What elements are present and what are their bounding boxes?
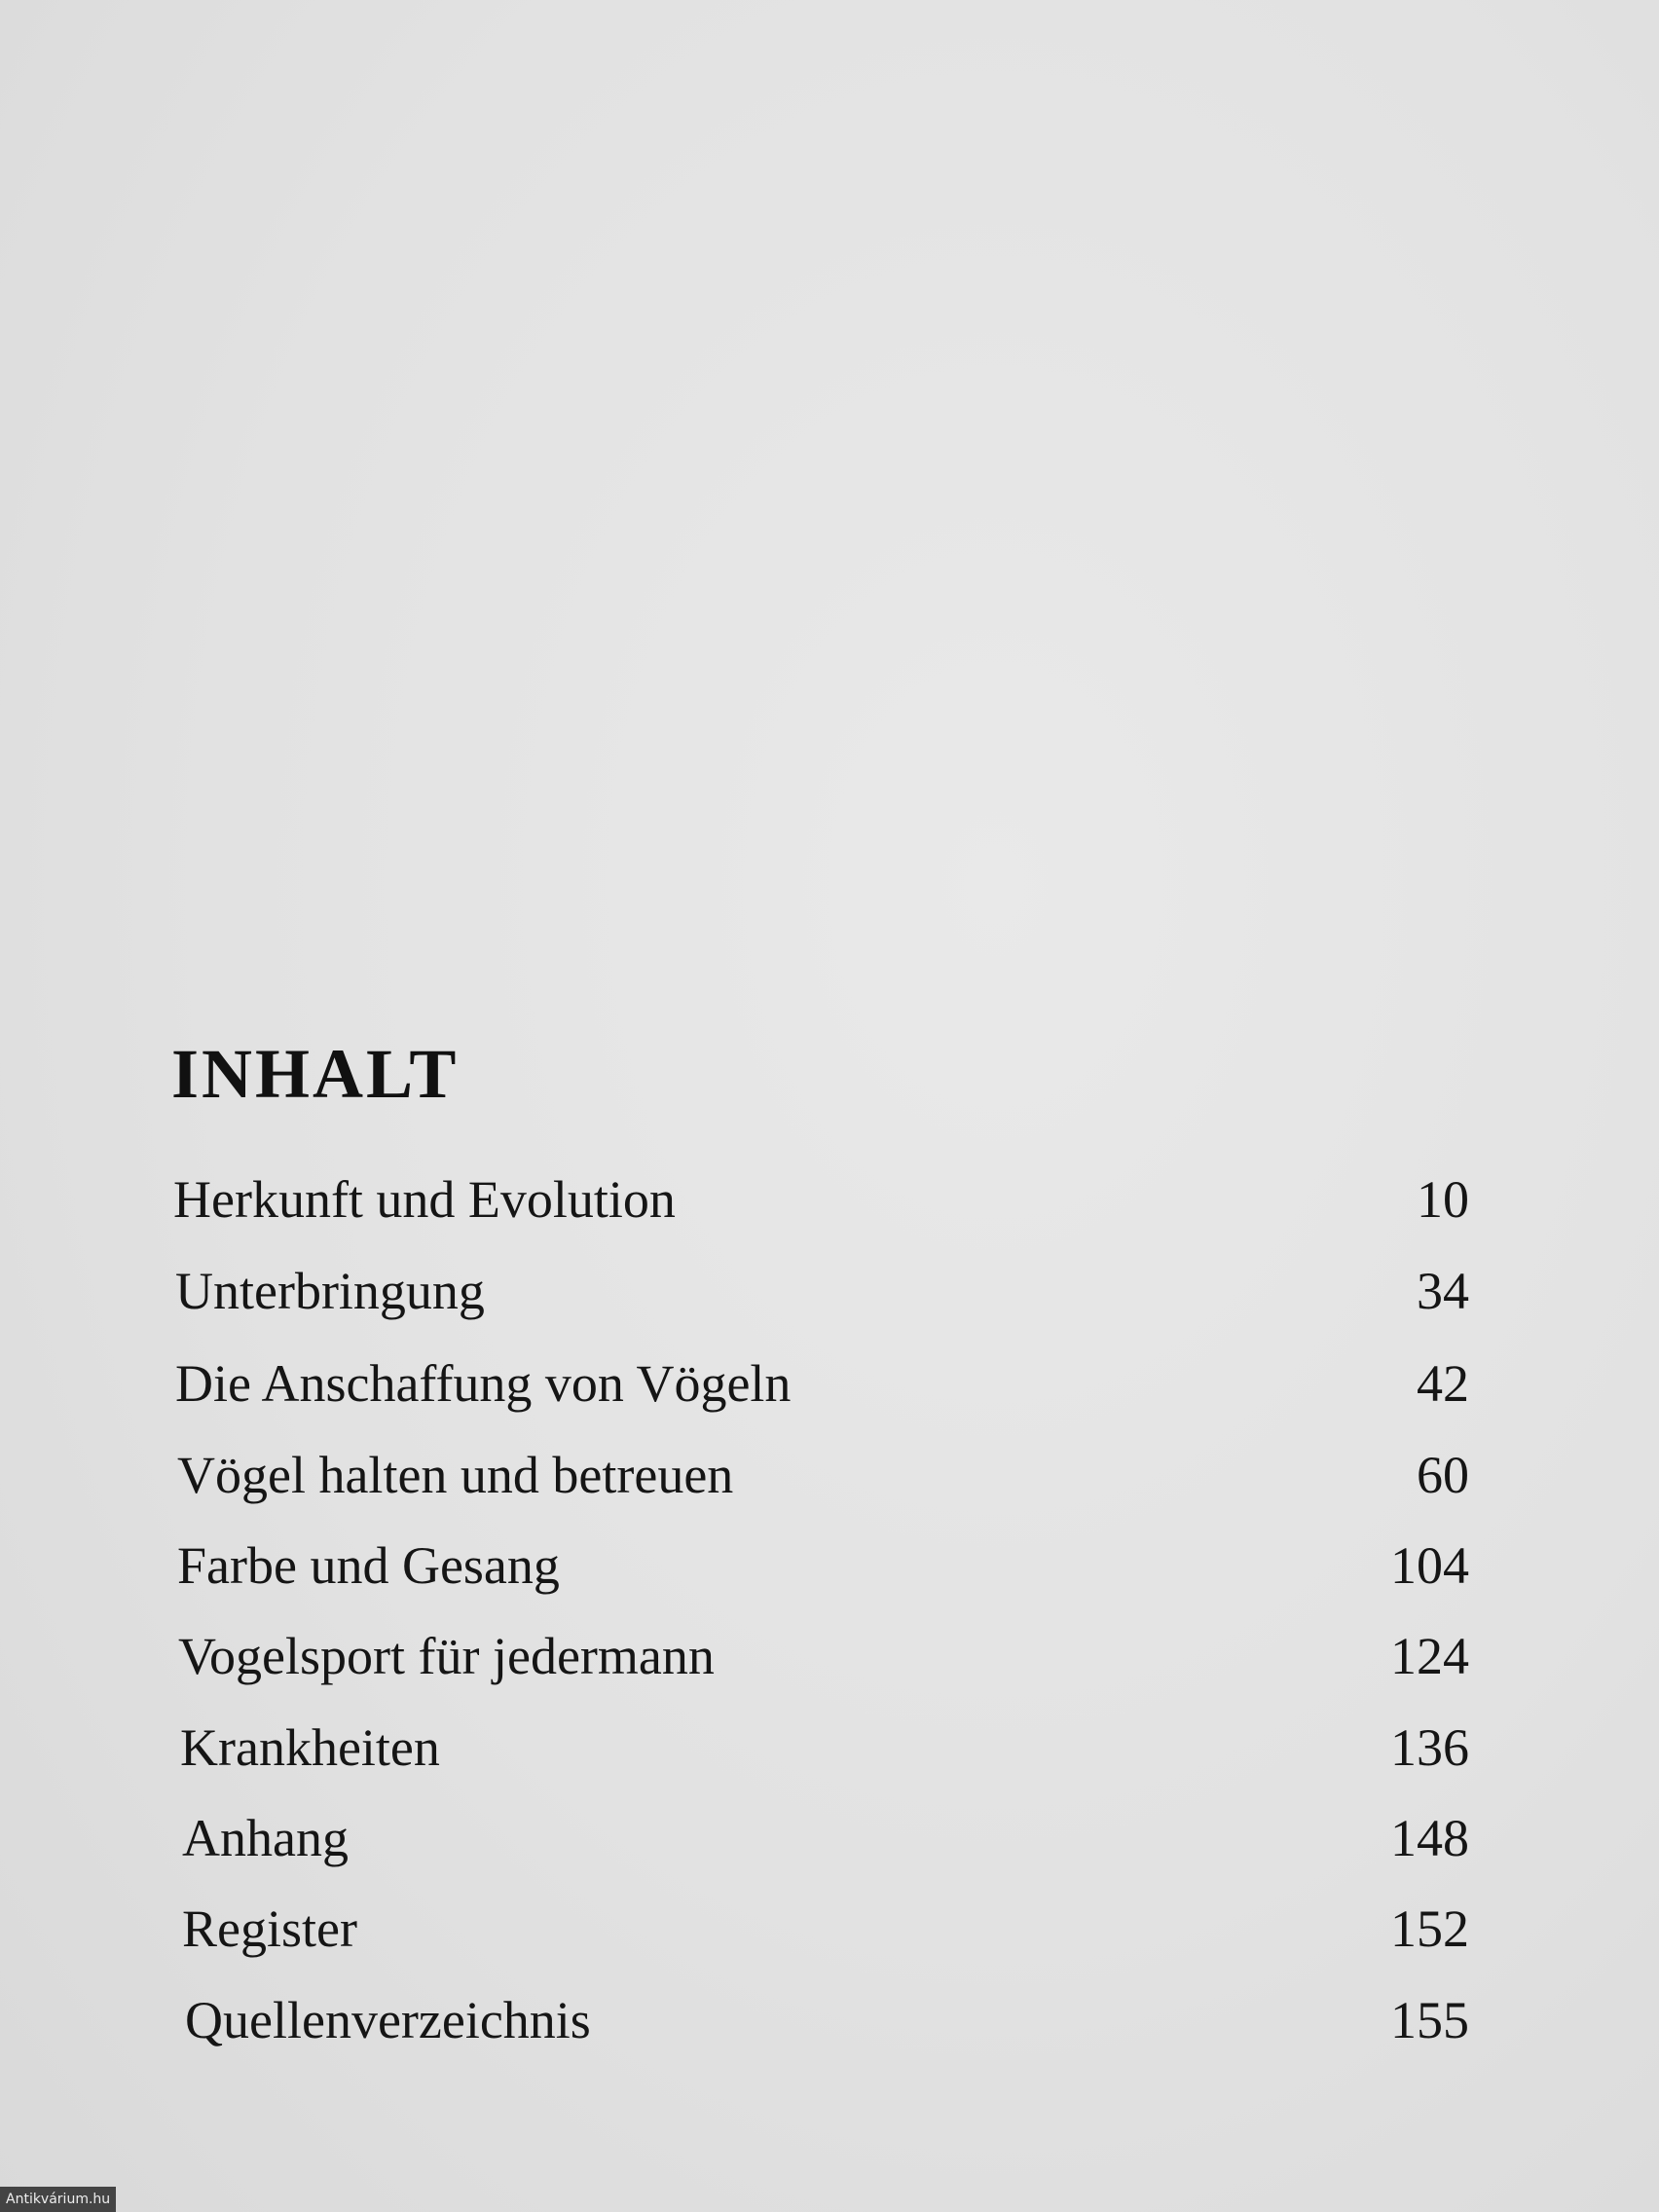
toc-entry xyxy=(0,1895,1659,1963)
toc-entry-title: Herkunft und Evolution xyxy=(173,1170,676,1229)
toc-entry xyxy=(0,1165,1659,1234)
toc-entry-page: 60 xyxy=(1417,1446,1469,1504)
toc-entry-page: 155 xyxy=(1390,1991,1469,2049)
toc-entry-page: 124 xyxy=(1390,1627,1469,1685)
toc-entry-page: 104 xyxy=(1390,1536,1469,1595)
toc-entry-title: Anhang xyxy=(182,1809,349,1867)
toc-entry-page: 10 xyxy=(1417,1170,1469,1229)
toc-entry xyxy=(0,1622,1659,1690)
toc-entry xyxy=(0,1986,1659,2054)
toc-entry-page: 136 xyxy=(1390,1718,1469,1777)
toc-heading: INHALT xyxy=(171,1035,460,1113)
toc-entry xyxy=(0,1349,1659,1418)
watermark: Antikvárium.hu xyxy=(0,2187,116,2212)
toc-entry-page: 152 xyxy=(1390,1899,1469,1958)
toc-entry-title: Die Anschaffung von Vögeln xyxy=(175,1354,792,1413)
toc-entry-title: Vögel halten und betreuen xyxy=(177,1446,734,1504)
toc-entry-page: 34 xyxy=(1417,1262,1469,1320)
toc-entry-title: Quellenverzeichnis xyxy=(185,1991,591,2049)
toc-entry xyxy=(0,1531,1659,1600)
toc-entry-page: 148 xyxy=(1390,1809,1469,1867)
toc-entry-title: Vogelsport für jedermann xyxy=(178,1627,715,1685)
toc-entry xyxy=(0,1804,1659,1872)
toc-entry xyxy=(0,1441,1659,1509)
toc-entry-title: Krankheiten xyxy=(180,1718,440,1777)
toc-entry xyxy=(0,1714,1659,1782)
toc-entry-title: Register xyxy=(182,1899,357,1958)
toc-entry xyxy=(0,1257,1659,1325)
toc-entry-title: Farbe und Gesang xyxy=(177,1536,560,1595)
toc-entry-title: Unterbringung xyxy=(175,1262,485,1320)
toc-entry-page: 42 xyxy=(1417,1354,1469,1413)
